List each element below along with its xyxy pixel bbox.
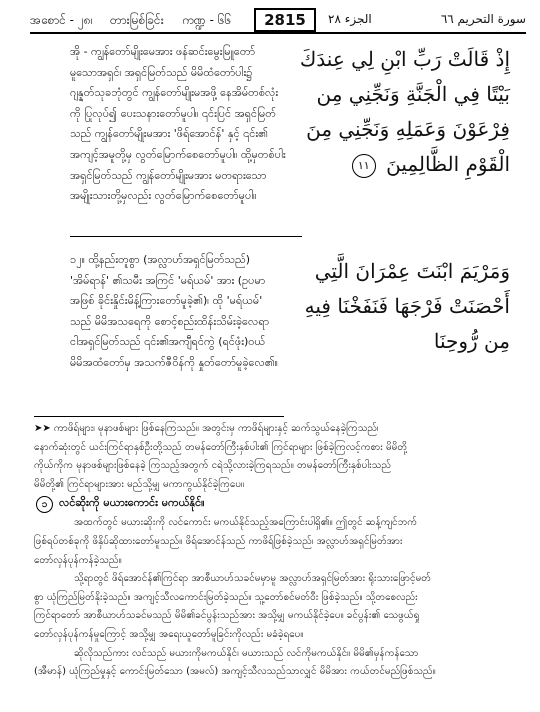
translation-line: မူသောအရှင်၊ အရှင်မြတ်သည် မိမိထံတော်ပါး၌ xyxy=(70,65,253,79)
translation-line: မိမိအထံတော်မှ အသက်ဇီဝိန်ကို နှုတ်တော်မူခဲ့လေ၏။ xyxy=(70,355,278,369)
footnote-rule xyxy=(34,416,284,417)
translation-line: အမျိုးသားတို့မှလည်း လွတ်မြောက်စေတော်မူပါ။ xyxy=(70,189,257,203)
translation-line: အို - ကျွန်တော်မျိုးမေအား ဖန်ဆင်းမွေးမြူတော် xyxy=(70,45,256,58)
note-line: အထက်တွင် မယားဆိုးကို လင်ကောင်း မကယ်နိုင်သည့်အကြောင်းပါရှိ၏။ ဤတွင် ဆန့်ကျင်ဘက် xyxy=(74,517,418,529)
arabic-verse-12 xyxy=(304,254,510,359)
commentary-section xyxy=(34,420,508,682)
note-line: ကိုယ်ကိုက မုနာဖစ်များဖြစ်နေခဲ့ ကြသည့်အတွက် ငရဲသို့လားခဲ့ကြရသည်။ တမန်တော်ကြီးနှစ်ပါးသည် xyxy=(34,460,391,472)
arabic-line: بَيْتًا فِي الْجَنَّةِ وَنَجِّنِي مِن xyxy=(316,82,510,106)
chapter-label: တားမြစ်ခြင်း xyxy=(110,13,164,27)
translation-line: ကို ပြုလုပ်၍ ပေးသနားတော်မူပါ။ ၎င်းပြင် အရှင်မြတ် xyxy=(70,106,276,120)
section-title: လင်ဆိုးကို မယားကောင်း မကယ်နိုင်။ xyxy=(59,496,205,510)
arabic-verse-11 xyxy=(299,42,510,182)
surah-title: سورة التحريم ٦٦ xyxy=(440,12,526,26)
arabic-line: مِن رُّوحِنَا xyxy=(433,329,510,353)
note-line: မိမိတို့၏ ကြင်ရာများအား မည်သို့မျှ မကာကွယ်နိုင်ခဲ့ကြပေ။ xyxy=(34,478,245,490)
juz-label: الجزء ٢٨ xyxy=(328,12,372,26)
translation-line: သည် မိမိအသရေကို စောင့်စည်းထိန်းသိမ်းခဲ့လေရာ xyxy=(70,314,270,328)
note-line: ဖြစ်ရပ်တစ်ခုကို ဖိနှိပ်ဆိုထားတော်မူသည်။ ဖိရ်အောင်န်သည် ကာဖိရ်ဖြစ်ခဲ့သည်၊ အလ္လာဟ်အရှင်မြတ်အား xyxy=(34,535,403,547)
translation-line: ငါအရှင်မြတ်သည် ၎င်း၏အကျီရင်ကွဲ (ရင်ဖုံး)ဝယ် xyxy=(70,335,266,349)
translation-line: သည် ကျွန်တော်မျိုးမအား 'ဖိရ်အောင်န်' နှင့် ၎င်း၏ xyxy=(70,127,268,141)
note-line: တော်လှန်ပုန်ကန်ခဲ့သည်။ xyxy=(34,554,122,566)
translation-line: 'အိမ်ရာန်' ၏သမီး အကြင် 'မရ်ယမ်' အား (ဥပမာ xyxy=(70,273,266,287)
arabic-line: أَحْصَنَتْ فَرْجَهَا فَنَفَخْنَا فِيهِ xyxy=(304,294,510,318)
translation-line: ၁၂။ ထို့နည်းတူစွာ (အလ္လာဟ်အရှင်မြတ်သည်) xyxy=(70,253,250,266)
note-line: ကြင်ရာတော် အာစီယာဟ်သခင်မသည် မိမိ၏ခင်ပွန်းသည်အား အသို့မျှ မကယ်နိုင်ခဲ့ပေ။ ခင်ပွန်း၏ သေဖွယ်ရှု xyxy=(34,610,420,622)
translation-line: အဖြစ် ခိုင်းနှိုင်းမိန့်ကြားတော်မူခဲ့၏)၊ ထို 'မရ်ယမ်' xyxy=(70,294,263,308)
note-line: နောက်ဆုံးတွင် ယင်းကြင်ရာနှစ်ဦးတို့သည် တမန်တော်ကြီးနှစ်ပါး၏ ကြင်ရာများ ဖြစ်ခဲ့ကြလင့်ကစား မိမိတို့ xyxy=(34,441,408,453)
arabic-line-text: الْقَوْمِ الظَّالِمِينَ xyxy=(386,152,510,176)
verse-divider xyxy=(70,236,302,237)
ayah-number-marker: ١١ xyxy=(352,154,376,178)
arabic-line: فِرْعَوْنَ وَعَمَلِهِ وَنَجِّنِي مِنَ xyxy=(306,117,510,141)
translation-line: အရှင်မြတ်သည် ကျွန်တော်မျိုးမအား မတရားသော xyxy=(70,168,267,182)
note-line: ဆိုလိုသည်ကား လင်သည် မယားကိုမကယ်နိုင်၊ မယားသည် လင်ကိုမကယ်နိုင်။ မိမိ၏မှန်ကန်သော xyxy=(74,647,419,659)
note-line: ➤➤ ကာဖိရ်များ၊ မုနာဖစ်များ ဖြစ်နေကြသည်။ အတွင်းမှ ကာဖိရ်များနှင့် ဆက်သွယ်နေခဲ့ကြသည်၊ xyxy=(34,423,379,434)
surah-number-label: ကဏ္ဍ - ၆၆ xyxy=(182,13,232,27)
note-line: (အီမာန်) ယုံကြည်မှုနှင့် ကောင်းမြတ်သော (အမလ်) အကျင့်သီလသည်သာလျှင် မိမိအား ကယ်တင်မည်ဖြစ်သည်။ xyxy=(34,666,436,678)
section-heading xyxy=(34,494,508,514)
translation-verse-11 xyxy=(70,42,302,207)
translation-line: အကျင့်အမူတို့မှ လွတ်မြောက်စေတော်မူပါ။ ထို့မှတစ်ပါး xyxy=(70,147,286,161)
arabic-line: إِذْ قَالَتْ رَبِّ ابْنِ لِي عِندَكَ xyxy=(299,47,510,71)
arabic-line: وَمَرْيَمَ ابْنَتَ عِمْرَانَ الَّتِي xyxy=(314,259,510,283)
volume-label: အစောင် - ၂၈၊ xyxy=(30,13,93,27)
note-line: သို့ရာတွင် ဖိရ်အောင်န်၏ကြင်ရာ အာစီယာဟ်သခင်မမှာမူ အလ္လာဟ်အရှင်မြတ်အား ရိုးသားဖြောင့်မတ် xyxy=(74,573,432,585)
translation-line: ဂျန္နတ်သုခဘုံတွင် ကျွန်တော်မျိုးမအဖို့ နေအိမ်တစ်လုံး xyxy=(70,86,279,100)
section-number-circle: ၁ xyxy=(36,496,53,513)
translation-verse-12 xyxy=(70,250,302,374)
header-rule xyxy=(30,32,526,34)
page-header xyxy=(30,8,526,30)
note-line: တော်လှန်ပုန်ကန်မှုကြောင့် အသို့မျှ အရေးယူတော်မူခြင်းကိုလည်း မခံခဲ့ရပေ။ xyxy=(34,628,304,640)
page-number: 2815 xyxy=(254,8,316,32)
note-line: စွာ ယုံကြည်မြတ်နိုးခဲ့သည်။ အကျင့်သီလကောင်းမြတ်ခဲ့သည်။ သူ့တော်စင်မတ်ဝီး ဖြစ်ခဲ့သည်။ သို့တစေလည်း xyxy=(34,591,418,603)
arabic-line xyxy=(318,147,510,182)
